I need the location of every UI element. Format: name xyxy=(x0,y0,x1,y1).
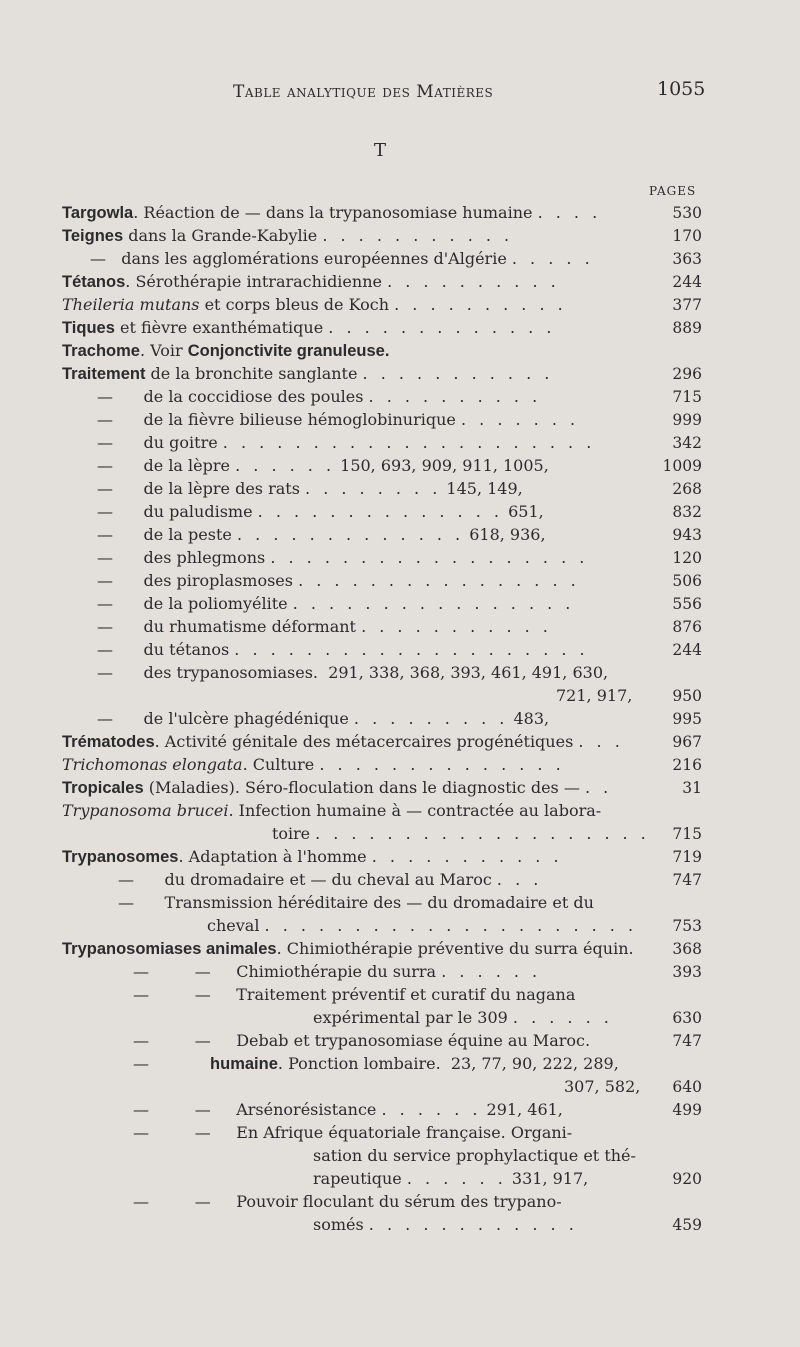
index-subentry: — — Pouvoir floculant du sérum des trypano- xyxy=(133,1192,562,1211)
page-number: 1055 xyxy=(657,78,706,100)
section-letter: T xyxy=(374,140,387,161)
page-ref: 967 xyxy=(672,733,702,751)
index-subentry: — du paludisme . . . . . . . . . . . . . . 651, xyxy=(97,502,544,521)
page-ref: 393 xyxy=(672,963,702,981)
page-ref: 715 xyxy=(672,388,702,406)
page-ref: 889 xyxy=(672,319,702,337)
index-continuation: 307, 582, xyxy=(564,1077,641,1096)
index-entry: Trypanosomes. Adaptation à l'homme . . . . . . . . . . . xyxy=(62,847,563,866)
index-entry: Traitement de la bronchite sanglante . . . . . . . . . . . xyxy=(62,364,554,383)
index-subentry: — Transmission héréditaire des — du dromadaire et du xyxy=(118,893,594,912)
page-ref: 268 xyxy=(672,480,702,498)
index-entry: Teignes dans la Grande-Kabylie . . . . . . . . . . . xyxy=(62,226,514,245)
page-ref: 377 xyxy=(672,296,702,314)
index-continuation: somés . . . . . . . . . . . . xyxy=(313,1215,578,1234)
page-ref: 747 xyxy=(672,871,702,889)
page-ref: 1009 xyxy=(662,457,702,475)
page-ref: 943 xyxy=(672,526,702,544)
index-entry: Tropicales (Maladies). Séro-floculation dans le diagnostic des — . . xyxy=(62,778,613,797)
index-subentry: — de la fièvre bilieuse hémoglobinurique . . . . . . . xyxy=(97,410,580,429)
index-entry: Trypanosoma brucei. Infection humaine à — contractée au labora- xyxy=(62,801,602,820)
index-subentry: — — Traitement préventif et curatif du nagana xyxy=(133,985,576,1004)
page-ref: 640 xyxy=(672,1078,702,1096)
index-subentry: — du dromadaire et — du cheval au Maroc . . . xyxy=(118,870,543,889)
page-ref: 120 xyxy=(672,549,702,567)
index-subentry: — — Debab et trypanosomiase équine au Maroc. xyxy=(133,1031,591,1050)
page-ref: 999 xyxy=(672,411,702,429)
index-entry: Trachome. Voir Conjonctivite granuleuse. xyxy=(62,341,390,360)
page-ref: 995 xyxy=(672,710,702,728)
index-continuation: 721, 917, xyxy=(556,686,633,705)
index-subentry: — des phlegmons . . . . . . . . . . . . . . . . . . xyxy=(97,548,589,567)
page-ref: 363 xyxy=(672,250,702,268)
index-continuation: expérimental par le 309 . . . . . . xyxy=(313,1008,613,1027)
page-ref: 170 xyxy=(672,227,702,245)
page-ref: 556 xyxy=(672,595,702,613)
page-ref: 342 xyxy=(672,434,702,452)
pages-column-header: PAGES xyxy=(649,184,697,198)
index-subentry: — du rhumatisme déformant . . . . . . . . . . . xyxy=(97,617,552,636)
index-continuation: cheval . . . . . . . . . . . . . . . . . . . . . xyxy=(207,916,638,935)
page-ref: 296 xyxy=(672,365,702,383)
page-ref: 459 xyxy=(672,1216,702,1234)
index-subentry: — dans les agglomérations européennes d'Algérie . . . . . xyxy=(90,249,594,268)
running-head: Table analytique des Matières xyxy=(233,82,494,102)
index-subentry: — — En Afrique équatoriale française. Organi- xyxy=(133,1123,573,1142)
index-entry: Trématodes. Activité génitale des métacercaires progénétiques . . . xyxy=(62,732,624,751)
page-ref: 244 xyxy=(672,273,702,291)
index-subentry: — — Arsénorésistance . . . . . . 291, 461, xyxy=(133,1100,563,1119)
index-subentry: — humaine. Ponction lombaire. 23, 77, 90, 222, 289, xyxy=(133,1054,619,1073)
index-subentry: — des piroplasmoses . . . . . . . . . . . . . . . . xyxy=(97,571,580,590)
page-ref: 216 xyxy=(672,756,702,774)
page-ref: 832 xyxy=(672,503,702,521)
index-subentry: — de la coccidiose des poules . . . . . . . . . . xyxy=(97,387,542,406)
page-ref: 530 xyxy=(672,204,702,222)
page-ref: 950 xyxy=(672,687,702,705)
index-subentry: — des trypanosomiases. 291, 338, 368, 393, 461, 491, 630, xyxy=(97,663,609,682)
page-ref: 630 xyxy=(672,1009,702,1027)
index-subentry: — de la poliomyélite . . . . . . . . . . . . . . . . xyxy=(97,594,575,613)
page-ref: 506 xyxy=(672,572,702,590)
index-entry: Targowla. Réaction de — dans la trypanosomiase humaine . . . . xyxy=(62,203,602,222)
page-ref: 499 xyxy=(672,1101,702,1119)
index-subentry: — — Chimiothérapie du surra . . . . . . xyxy=(133,962,542,981)
page-ref: 747 xyxy=(672,1032,702,1050)
index-subentry: — de la peste . . . . . . . . . . . . . 618, 936, xyxy=(97,525,546,544)
page-ref: 368 xyxy=(672,940,702,958)
index-continuation: toire . . . . . . . . . . . . . . . . . . . xyxy=(272,824,650,843)
page-ref: 753 xyxy=(672,917,702,935)
index-entry: Trypanosomiases animales. Chimiothérapie préventive du surra équin. xyxy=(62,939,634,958)
index-continuation: sation du service prophylactique et thé- xyxy=(313,1146,636,1165)
index-entry: Tétanos. Sérothérapie intrarachidienne . . . . . . . . . . xyxy=(62,272,560,291)
index-subentry: — de la lèpre des rats . . . . . . . . 145, 149, xyxy=(97,479,523,498)
index-subentry: — de l'ulcère phagédénique . . . . . . . . . 483, xyxy=(97,709,550,728)
page-ref: 31 xyxy=(682,779,702,797)
page-ref: 715 xyxy=(672,825,702,843)
index-entry: Theileria mutans et corps bleus de Koch . . . . . . . . . . xyxy=(62,295,567,314)
page-ref: 719 xyxy=(672,848,702,866)
index-entry: Tiques et fièvre exanthématique . . . . . . . . . . . . . xyxy=(62,318,556,337)
index-entry: Trichomonas elongata. Culture . . . . . . . . . . . . . . xyxy=(62,755,565,774)
index-subentry: — de la lèpre . . . . . . 150, 693, 909, 911, 1005, xyxy=(97,456,549,475)
page-ref: 876 xyxy=(672,618,702,636)
page-ref: 244 xyxy=(672,641,702,659)
index-continuation: rapeutique . . . . . . 331, 917, xyxy=(313,1169,589,1188)
index-subentry: — du goitre . . . . . . . . . . . . . . . . . . . . . xyxy=(97,433,596,452)
page-ref: 920 xyxy=(672,1170,702,1188)
index-subentry: — du tétanos . . . . . . . . . . . . . . . . . . . . xyxy=(97,640,589,659)
